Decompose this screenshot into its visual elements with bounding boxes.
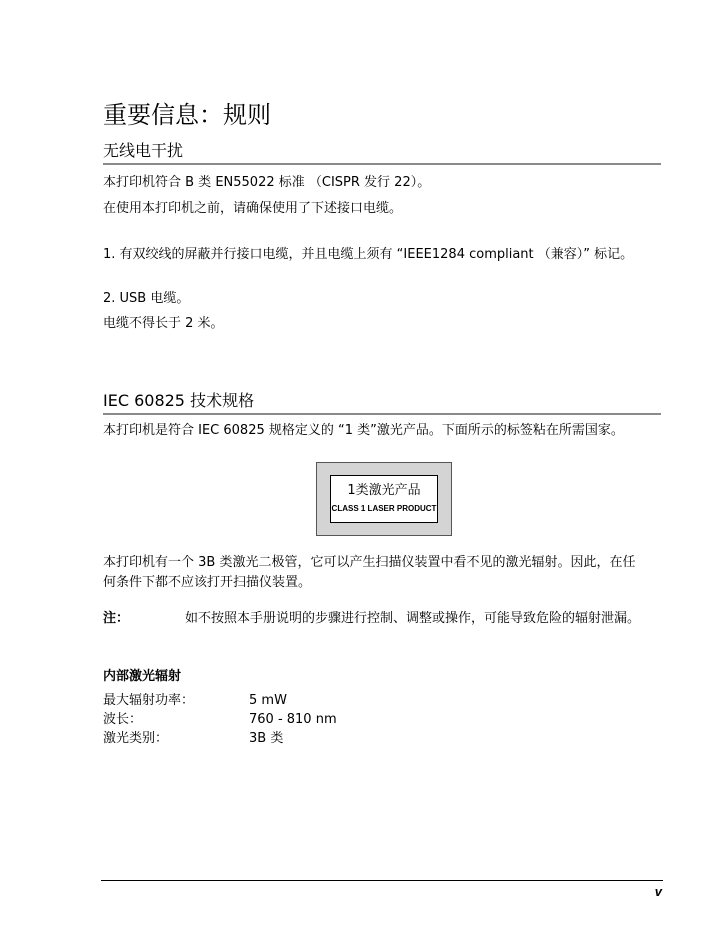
spec-label: 激光类别： xyxy=(103,731,169,746)
section-heading-iec-60825: IEC 60825 技术规格 xyxy=(103,391,661,415)
cable-item-usb: 2. USB 电缆。 xyxy=(103,291,190,306)
spec-value: 3B 类 xyxy=(249,731,284,746)
note-text: 如不按照本手册说明的步骤进行控制、调整或操作，可能导致危险的辐射泄漏。 xyxy=(185,611,641,626)
note-label: 注： xyxy=(103,611,130,626)
page-number: v xyxy=(654,884,662,899)
laser-diode-text: 本打印机有一个 3B 类激光二极管，它可以产生扫描仪装置中看不见的激光辐射。因此，在任何条件下都不应该打开扫描仪装置。 xyxy=(103,555,636,590)
section-heading-radio-interference: 无线电干扰 xyxy=(103,141,661,165)
laser-label-english: CLASS 1 LASER PRODUCT xyxy=(331,504,437,513)
cable-requirement-text: 在使用本打印机之前，请确保使用了下述接口电缆。 xyxy=(103,201,403,216)
laser-label-chinese: 1类激光产品 xyxy=(347,483,421,498)
spec-row-laser-class xyxy=(103,730,661,748)
laser-product-label xyxy=(316,462,452,536)
footer-divider xyxy=(101,880,663,881)
spec-value: 760 - 810 nm xyxy=(249,712,337,727)
spec-value: 5 mW xyxy=(249,693,287,708)
page-title: 重要信息：规则 xyxy=(103,101,271,129)
spec-label: 波长： xyxy=(103,712,143,727)
internal-laser-heading: 内部激光辐射 xyxy=(103,669,182,684)
emc-compliance-text: 本打印机符合 B 类 EN55022 标准 （CISPR 发行 22）。 xyxy=(103,175,431,190)
spec-label: 最大辐射功率： xyxy=(103,693,195,708)
laser-class-text: 本打印机是符合 IEC 60825 规格定义的 “1 类”激光产品。下面所示的标签粘在所需国家。 xyxy=(103,423,624,438)
spec-row-max-power xyxy=(103,692,661,710)
spec-row-wavelength xyxy=(103,711,661,729)
laser-label-plate xyxy=(330,475,438,523)
cable-item-parallel: 1. 有双绞线的屏蔽并行接口电缆，并且电缆上须有 “IEEE1284 compliant （兼容）” 标记。 xyxy=(103,247,634,262)
cable-length-text: 电缆不得长于 2 米。 xyxy=(103,316,224,331)
